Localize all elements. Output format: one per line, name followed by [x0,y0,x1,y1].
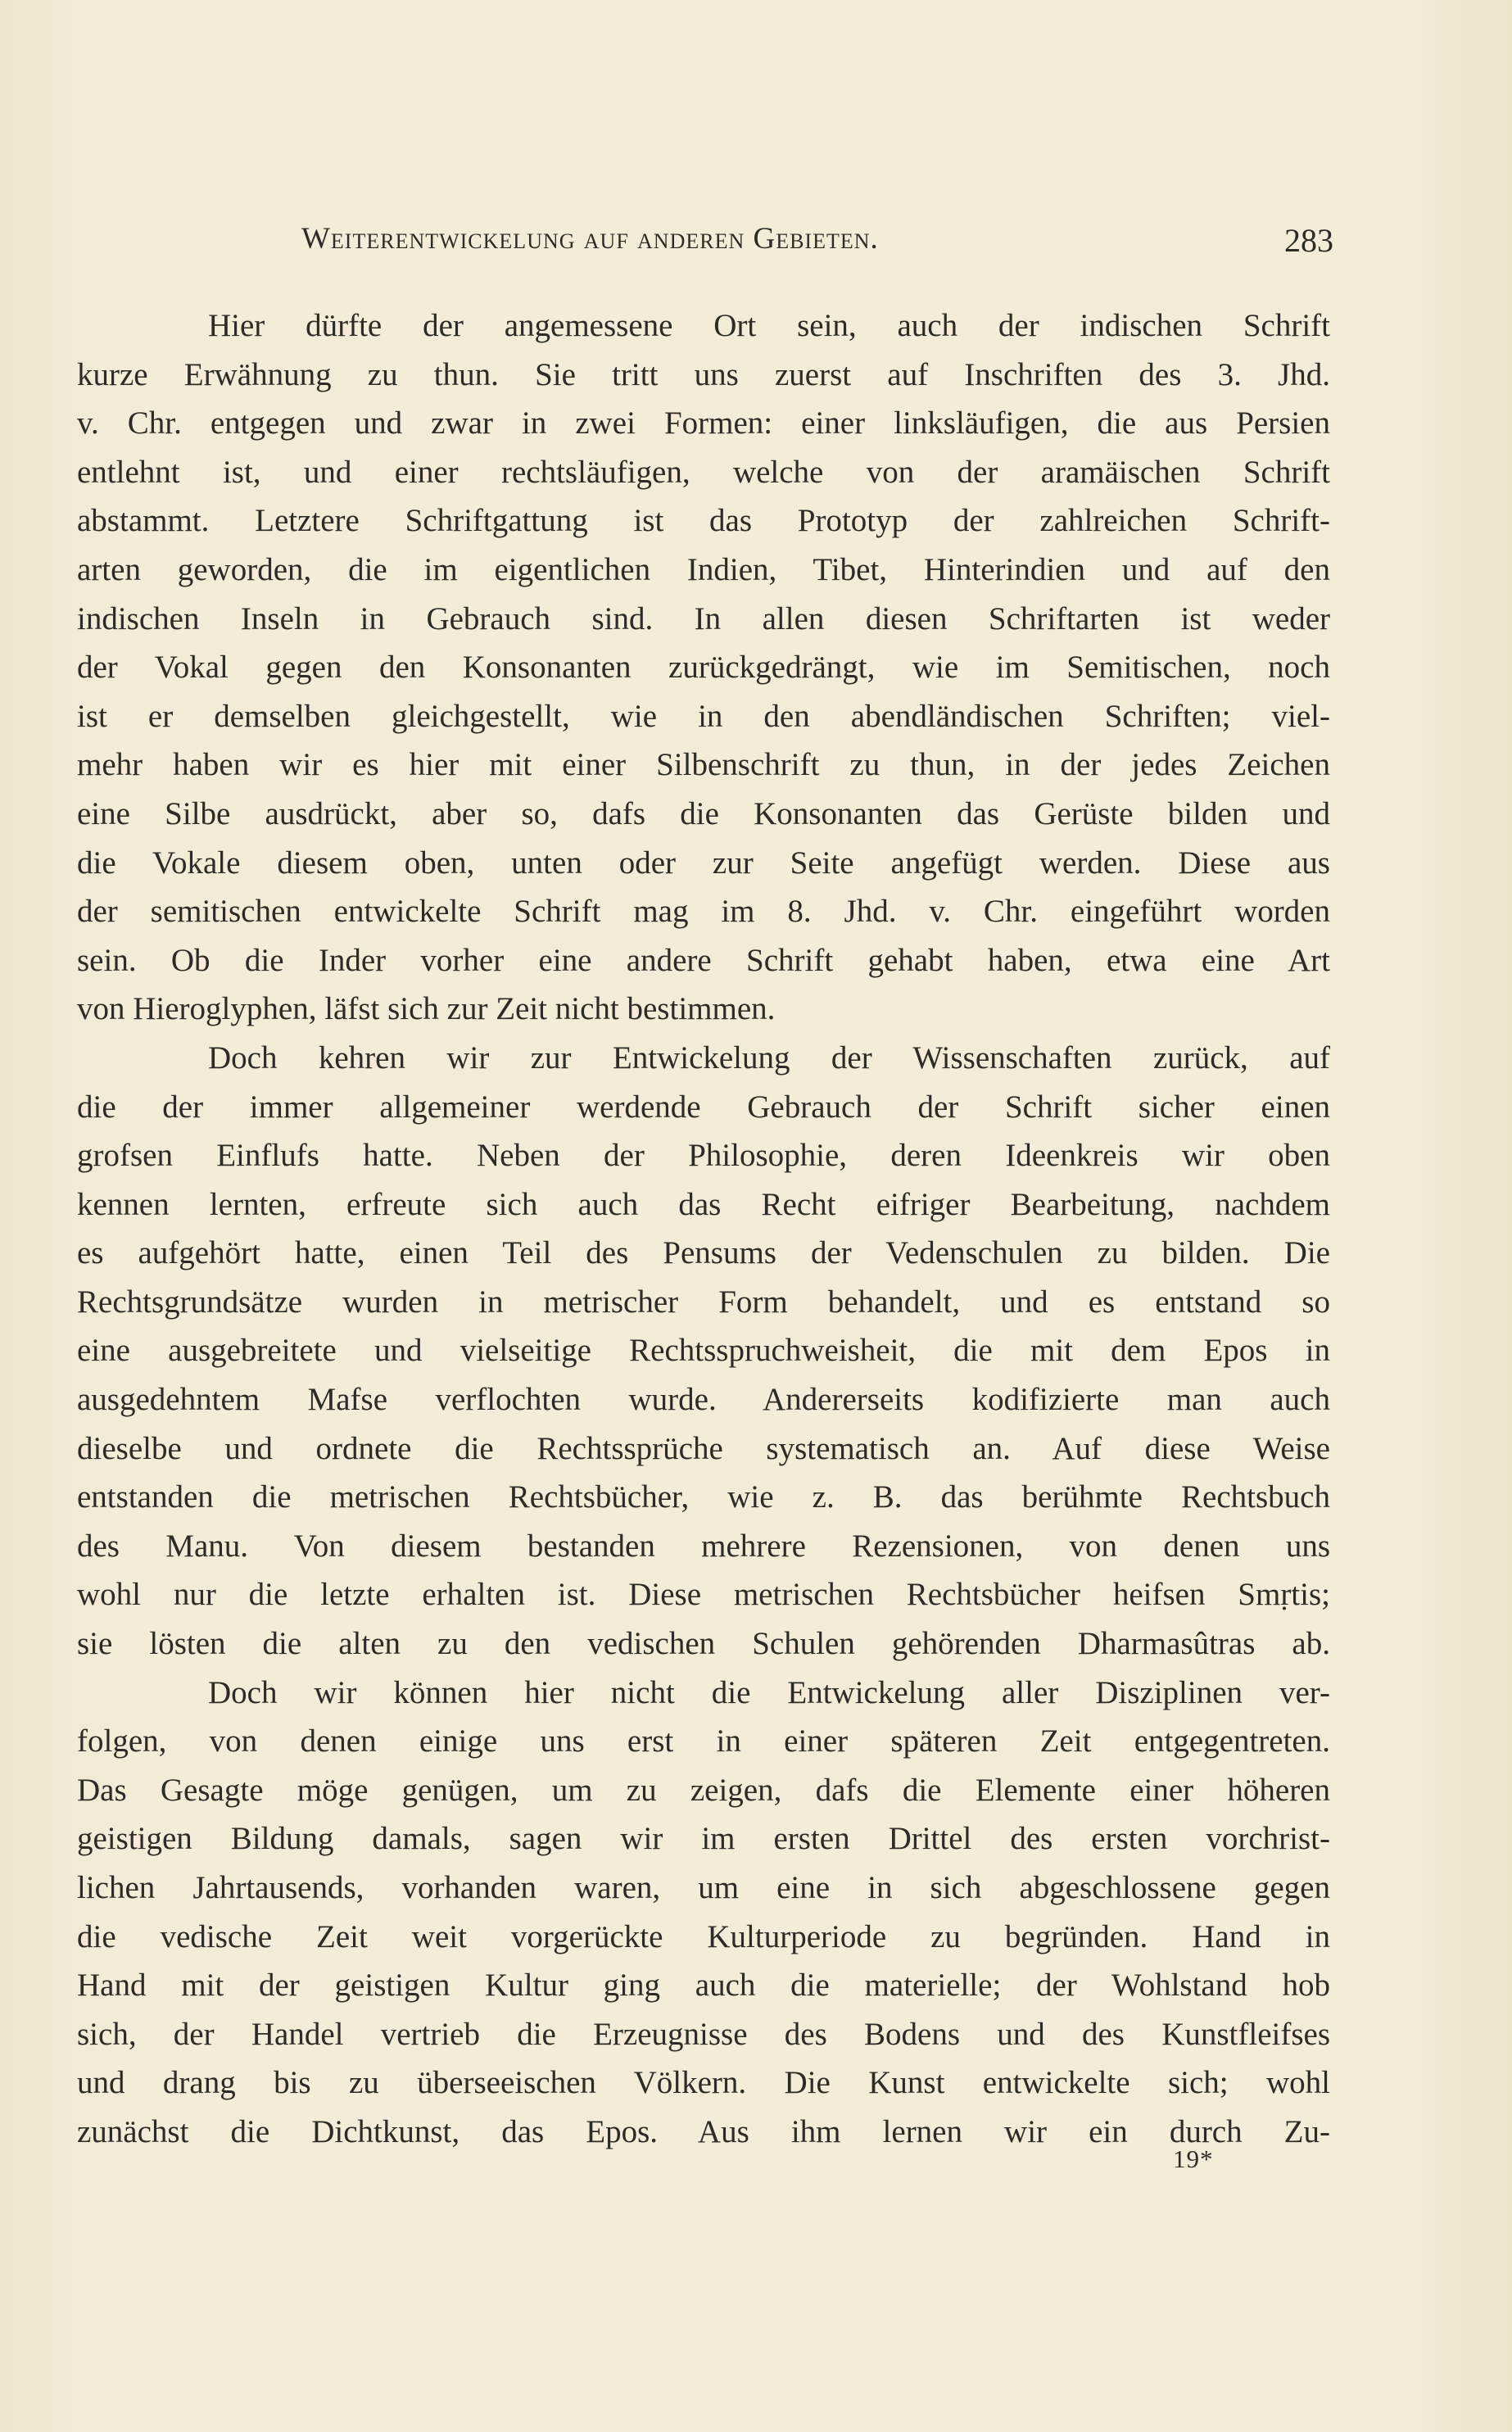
text-line: ist er demselben gleichgestellt, wie in den abendländischen Schriften; viel- [77,698,1330,734]
text-line: Doch wir können hier nicht die Entwickelung aller Disziplinen ver- [208,1674,1330,1710]
text-line: entstanden die metrischen Rechtsbücher, wie z. B. das berühmte Rechtsbuch [77,1479,1330,1515]
text-line: mehr haben wir es hier mit einer Silbenschrift zu thun, in der jedes Zeichen [77,747,1330,783]
text-line: geistigen Bildung damals, sagen wir im ersten Drittel des ersten vorchrist- [77,1821,1330,1857]
text-line: Rechtsgrundsätze wurden in metrischer Form behandelt, und es entstand so [77,1284,1330,1320]
text-line: des Manu. Von diesem bestanden mehrere Rezensionen, von denen uns [77,1528,1330,1564]
page-header [301,221,1333,270]
text-line: die der immer allgemeiner werdende Gebrauch der Schrift sicher einen [77,1089,1330,1125]
text-line: die Vokale diesem oben, unten oder zur Seite angefügt werden. Diese aus [77,845,1330,881]
text-line: folgen, von denen einige uns erst in einer späteren Zeit entgegentreten. [77,1723,1330,1759]
text-line: der semitischen entwickelte Schrift mag im 8. Jhd. v. Chr. eingeführt worden [77,894,1330,930]
text-line: der Vokal gegen den Konsonanten zurückgedrängt, wie im Semitischen, noch [77,650,1330,686]
text-line: und drang bis zu überseeischen Völkern. Die Kunst entwickelte sich; wohl [77,2065,1330,2101]
text-line: Doch kehren wir zur Entwickelung der Wissenschaften zurück, auf [208,1039,1330,1076]
body-text [77,301,1330,2157]
text-line: wohl nur die letzte erhalten ist. Diese metrischen Rechtsbücher heifsen Smṛtis; [77,1577,1330,1613]
text-line: von Hieroglyphen, läfst sich zur Zeit nicht bestimmen. [77,991,776,1027]
text-line: sein. Ob die Inder vorher eine andere Schrift gehabt haben, etwa eine Art [77,942,1330,978]
running-title: Weiterentwickelung auf anderen Gebieten. [301,222,879,256]
text-line: zunächst die Dichtkunst, das Epos. Aus ihm lernen wir ein durch Zu- [77,2113,1330,2149]
text-line: Das Gesagte möge genügen, um zu zeigen, dafs die Elemente einer höheren [77,1772,1330,1808]
text-line: sich, der Handel vertrieb die Erzeugnisse des Bodens und des Kunstfleifses [77,2016,1330,2052]
text-line: Hand mit der geistigen Kultur ging auch die materielle; der Wohlstand hob [77,1968,1330,2004]
text-line: v. Chr. entgegen und zwar in zwei Formen: einer linksläufigen, die aus Persien [77,405,1330,442]
text-line: entlehnt ist, und einer rechtsläufigen, welche von der aramäischen Schrift [77,454,1330,490]
text-line: es aufgehört hatte, einen Teil des Pensums der Vedenschulen zu bilden. Die [77,1235,1330,1271]
text-line: kurze Erwähnung zu thun. Sie tritt uns zuerst auf Inschriften des 3. Jhd. [77,356,1330,392]
text-line: dieselbe und ordnete die Rechtssprüche systematisch an. Auf diese Weise [77,1430,1330,1466]
signature-mark: 19* [1173,2144,1214,2173]
text-line: arten geworden, die im eigentlichen Indien, Tibet, Hinterindien und auf den [77,551,1330,587]
text-line: die vedische Zeit weit vorgerückte Kulturperiode zu begründen. Hand in [77,1918,1330,1954]
text-line: lichen Jahrtausends, vorhanden waren, um eine in sich abgeschlossene gegen [77,1870,1330,1905]
text-line: grofsen Einflufs hatte. Neben der Philosophie, deren Ideenkreis wir oben [77,1138,1330,1174]
text-line: eine Silbe ausdrückt, aber so, dafs die Konsonanten das Gerüste bilden und [77,795,1330,831]
page-number: 283 [1284,222,1333,259]
text-line: indischen Inseln in Gebrauch sind. In allen diesen Schriftarten ist weder [77,600,1330,636]
text-line: kennen lernten, erfreute sich auch das Recht eifriger Bearbeitung, nachdem [77,1186,1330,1222]
text-line: Hier dürfte der angemessene Ort sein, auch der indischen Schrift [208,308,1330,343]
text-line: sie lösten die alten zu den vedischen Schulen gehörenden Dharmasûtras ab. [77,1626,1330,1662]
text-line: eine ausgebreitete und vielseitige Rechtsspruchweisheit, die mit dem Epos in [77,1333,1330,1369]
text-line: ausgedehntem Mafse verflochten wurde. Andererseits kodifizierte man auch [77,1382,1330,1418]
text-line: abstammt. Letztere Schriftgattung ist das Prototyp der zahlreichen Schrift- [77,503,1330,539]
